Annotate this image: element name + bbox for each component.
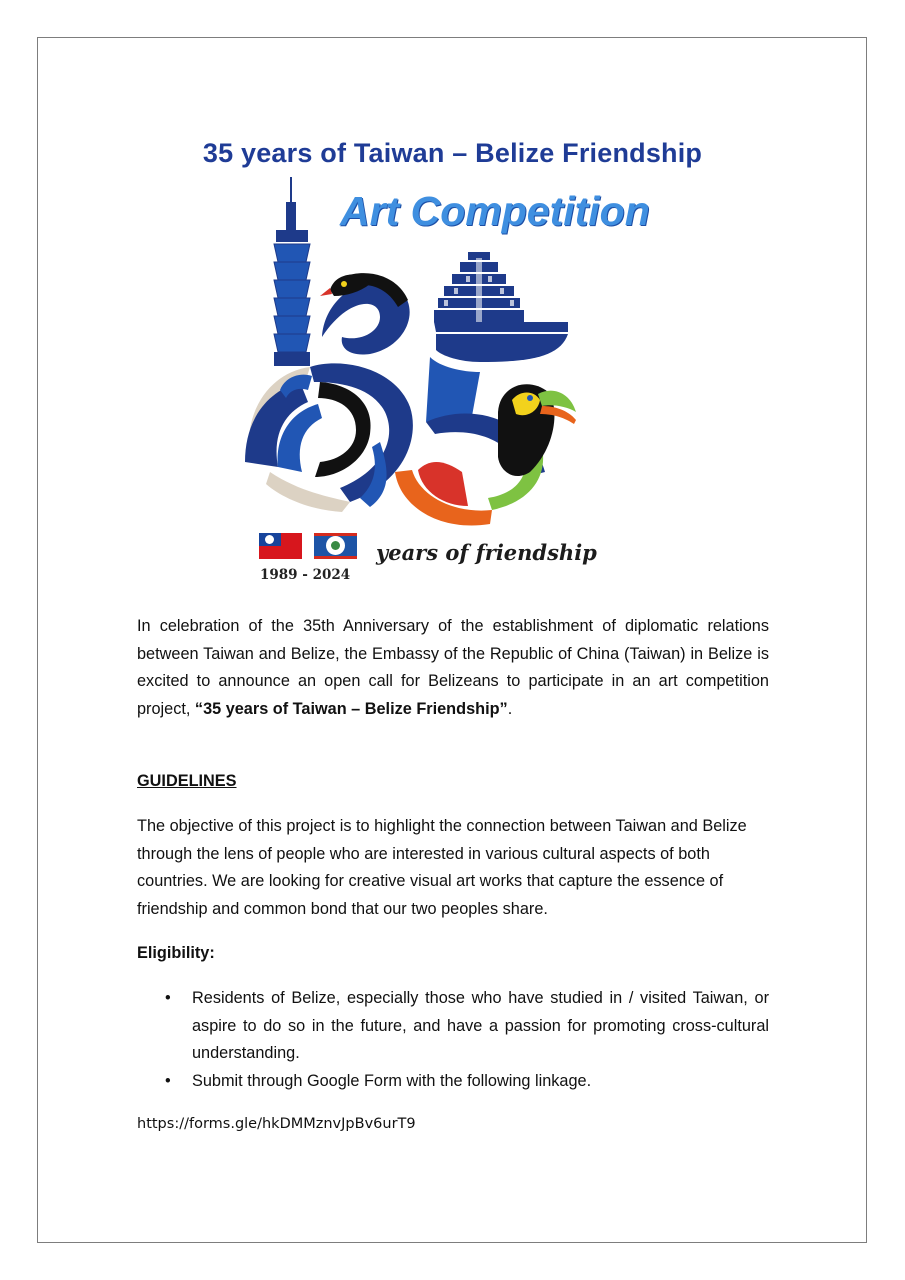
eligibility-item-text: Residents of Belize, especially those who have studied in / visited Taiwan, or aspire to do so in the future, and have a passion for promoting cross-cultural understanding. (192, 989, 769, 1062)
eligibility-heading: Eligibility: (137, 944, 215, 962)
guidelines-heading: GUIDELINES (137, 772, 237, 790)
belize-coat-of-arms-icon (326, 536, 345, 555)
number-three-shape (245, 273, 413, 512)
poster-heading: 35 years of Taiwan – Belize Friendship (202, 138, 703, 168)
white-sun-icon (265, 535, 274, 544)
intro-project-title: “35 years of Taiwan – Belize Friendship” (194, 699, 508, 718)
toucan-icon (498, 384, 576, 476)
taipei-101-tower-icon (274, 177, 310, 366)
eligibility-item-text: Submit through Google Form with the following linkage. (192, 1071, 592, 1090)
poster-tagline: years of friendship (376, 540, 597, 565)
poster-subtitle: Art Competition (340, 188, 650, 234)
list-item (137, 985, 769, 1068)
eligibility-list (137, 985, 769, 1095)
flag-canton (259, 533, 281, 546)
bullet-icon: • (165, 989, 171, 1007)
list-item (137, 1068, 769, 1096)
intro-period: . (507, 699, 513, 718)
years-range: 1989 - 2024 (260, 567, 351, 583)
intro-text: In celebration of the 35th Anniversary of the establishment of diplomatic relations between Taiwan and Belize, the Embassy of the Republic of China (Taiwan) in Belize is excited to announce an open call for Belizeans to participate in an art competition project, (137, 617, 769, 718)
google-form-link[interactable]: https://forms.gle/hkDMMznvJpBv6urT9 (137, 1116, 416, 1132)
anniversary-35-logo (230, 172, 590, 532)
intro-paragraph (137, 613, 769, 723)
taiwan-flag-icon (259, 533, 302, 559)
bullet-icon: • (165, 1071, 171, 1090)
mayan-temple-icon (434, 252, 568, 332)
objective-paragraph: The objective of this project is to highlight the connection between Taiwan and Belize through the lens of people who are interested in various cultural aspects of both countries. We are looking for creative visual art works that capture the essence of friendship and common bond that our two peoples share. (137, 817, 747, 918)
belize-flag-icon (314, 533, 357, 559)
